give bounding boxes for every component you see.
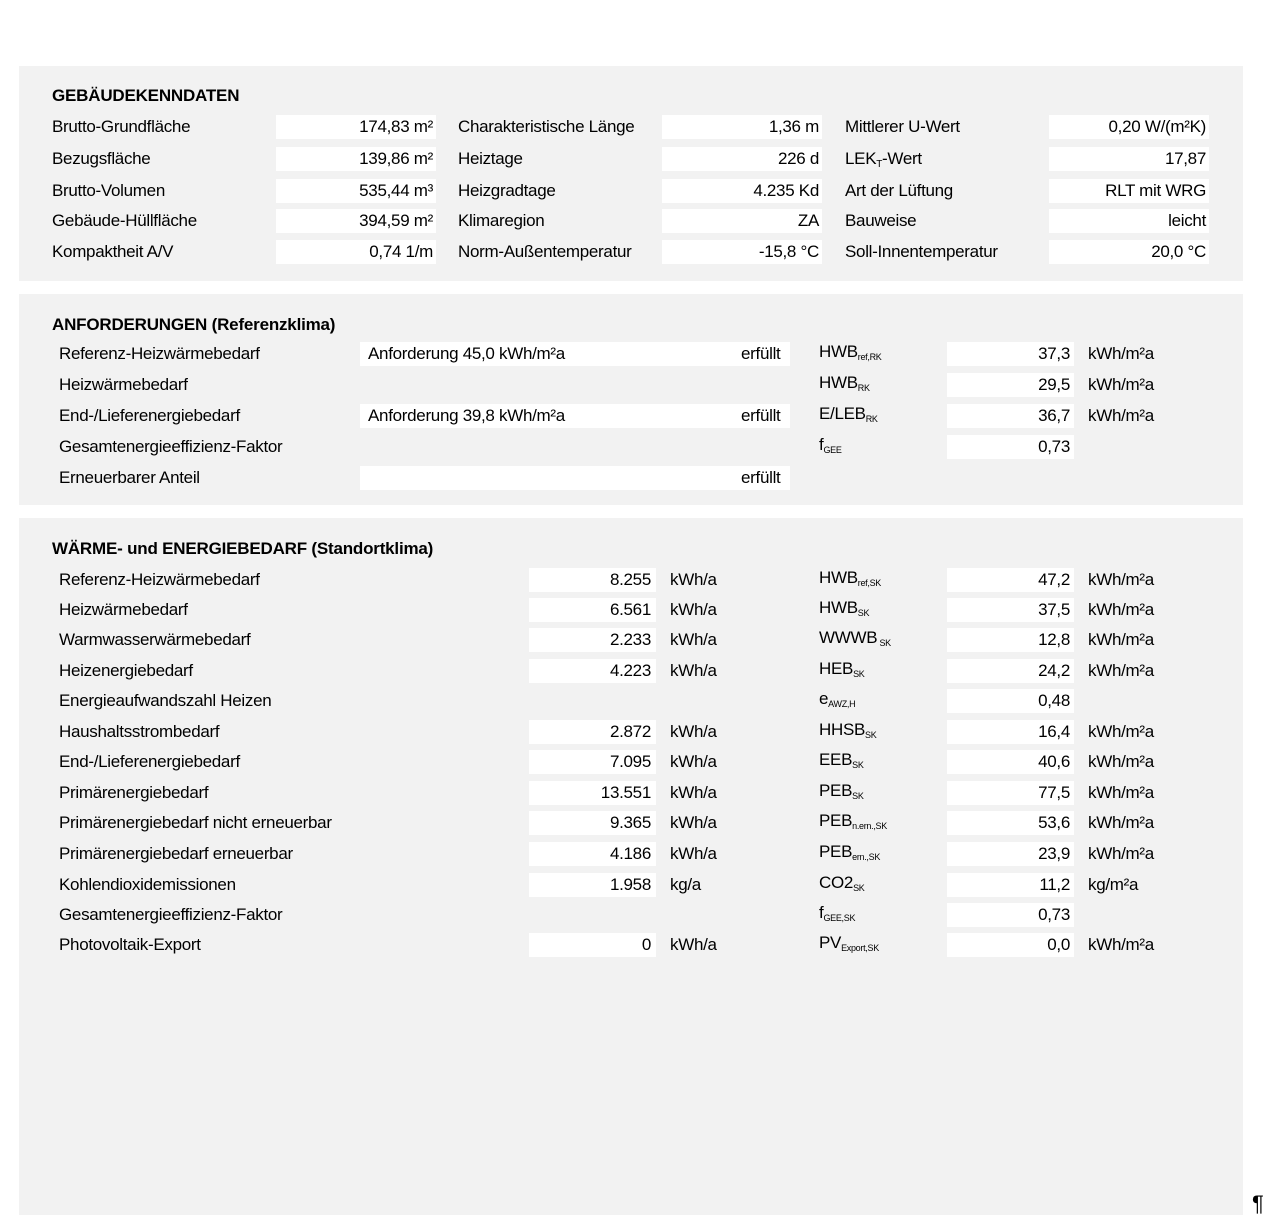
demand-spec-unit: kWh/m²a bbox=[1088, 935, 1154, 954]
demand-spec-value: 37,5 bbox=[1038, 600, 1070, 619]
demand-value: 13.551 bbox=[600, 783, 651, 802]
building-value: 394,59 m² bbox=[359, 211, 433, 230]
demand-symbol: HWBSK bbox=[819, 598, 870, 618]
requirement-status: erfüllt bbox=[741, 344, 781, 363]
demand-label: Primärenergiebedarf bbox=[59, 783, 209, 802]
demand-spec-value: 0,73 bbox=[1038, 905, 1070, 924]
demand-unit: kWh/a bbox=[670, 661, 717, 680]
demand-label: Referenz-Heizwärmebedarf bbox=[59, 570, 260, 589]
requirement-value: 37,3 bbox=[1038, 344, 1070, 363]
building-label: Heizgradtage bbox=[458, 181, 556, 200]
demand-spec-value: 0,48 bbox=[1038, 691, 1070, 710]
requirement-symbol: E/LEBRK bbox=[819, 404, 878, 424]
demand-unit: kWh/a bbox=[670, 570, 717, 589]
demand-symbol: fGEE,SK bbox=[819, 903, 856, 923]
demand-spec-unit: kWh/m²a bbox=[1088, 844, 1154, 863]
demand-symbol: PEBSK bbox=[819, 781, 864, 801]
demand-label: Primärenergiebedarf erneuerbar bbox=[59, 844, 293, 863]
demand-spec-unit: kWh/m²a bbox=[1088, 813, 1154, 832]
building-label: Brutto-Volumen bbox=[52, 181, 165, 200]
demand-value: 1.958 bbox=[609, 875, 651, 894]
building-label: Charakteristische Länge bbox=[458, 117, 635, 136]
demand-value: 0 bbox=[641, 935, 651, 954]
requirement-status: erfüllt bbox=[741, 406, 781, 425]
demand-unit: kWh/a bbox=[670, 722, 717, 741]
requirement-label: Heizwärmebedarf bbox=[59, 375, 188, 394]
demand-label: Haushaltsstrombedarf bbox=[59, 722, 220, 741]
building-label: Heiztage bbox=[458, 149, 523, 168]
building-label: Gebäude-Hüllfläche bbox=[52, 211, 197, 230]
building-label: Brutto-Grundfläche bbox=[52, 117, 191, 136]
building-value: 226 d bbox=[777, 149, 819, 168]
demand-symbol: WWWB SK bbox=[819, 628, 891, 648]
requirement-symbol: HWBRK bbox=[819, 373, 870, 393]
requirement-unit: kWh/m²a bbox=[1088, 406, 1154, 425]
demand-title: WÄRME- und ENERGIEBEDARF (Standortklima) bbox=[52, 539, 434, 558]
demand-value: 4.186 bbox=[609, 844, 651, 863]
requirement-label: End-/Lieferenergiebedarf bbox=[59, 406, 240, 425]
building-label: Mittlerer U-Wert bbox=[845, 117, 960, 136]
demand-spec-value: 12,8 bbox=[1038, 630, 1070, 649]
requirements-title: ANFORDERUNGEN (Referenzklima) bbox=[52, 315, 336, 334]
demand-value: 7.095 bbox=[609, 752, 651, 771]
requirement-label: Erneuerbarer Anteil bbox=[59, 468, 200, 487]
building-label: Kompaktheit A/V bbox=[52, 242, 174, 261]
demand-symbol: PEBern.,SK bbox=[819, 842, 881, 862]
demand-spec-value: 23,9 bbox=[1038, 844, 1070, 863]
demand-spec-unit: kg/m²a bbox=[1088, 875, 1139, 894]
building-value: RLT mit WRG bbox=[1105, 181, 1206, 200]
demand-unit: kWh/a bbox=[670, 630, 717, 649]
demand-spec-value: 47,2 bbox=[1038, 570, 1070, 589]
demand-symbol: eAWZ,H bbox=[819, 689, 856, 709]
demand-unit: kWh/a bbox=[670, 935, 717, 954]
building-value: ZA bbox=[797, 211, 819, 230]
demand-value: 2.872 bbox=[609, 722, 651, 741]
demand-spec-unit: kWh/m²a bbox=[1088, 600, 1154, 619]
requirement-label: Gesamtenergieeffizienz-Faktor bbox=[59, 437, 283, 456]
building-value: leicht bbox=[1168, 211, 1206, 230]
pilcrow-mark: ¶ bbox=[1252, 1191, 1264, 1216]
requirement-label: Referenz-Heizwärmebedarf bbox=[59, 344, 260, 363]
demand-symbol: PVExport,SK bbox=[819, 933, 879, 953]
building-value: 0,20 W/(m²K) bbox=[1108, 117, 1206, 136]
building-value: 20,0 °C bbox=[1151, 242, 1206, 261]
building-label: Art der Lüftung bbox=[845, 181, 953, 200]
demand-symbol: HHSBSK bbox=[819, 720, 877, 740]
building-value: 1,36 m bbox=[768, 117, 819, 136]
requirement-box bbox=[360, 466, 790, 490]
demand-spec-value: 24,2 bbox=[1038, 661, 1070, 680]
demand-unit: kWh/a bbox=[670, 783, 717, 802]
demand-spec-value: 0,0 bbox=[1047, 935, 1070, 954]
demand-spec-unit: kWh/m²a bbox=[1088, 722, 1154, 741]
building-label: Soll-Innentemperatur bbox=[845, 242, 998, 261]
building-value: 4.235 Kd bbox=[753, 181, 819, 200]
building-label: LEKT-Wert bbox=[845, 149, 922, 170]
demand-label: Photovoltaik-Export bbox=[59, 935, 201, 954]
demand-spec-value: 77,5 bbox=[1038, 783, 1070, 802]
demand-label: Heizwärmebedarf bbox=[59, 600, 188, 619]
requirement-unit: kWh/m²a bbox=[1088, 375, 1154, 394]
requirement-value: 36,7 bbox=[1038, 406, 1070, 425]
demand-symbol: HEBSK bbox=[819, 659, 865, 679]
building-value: 0,74 1/m bbox=[369, 242, 433, 261]
demand-panel bbox=[19, 518, 1243, 1215]
building-label: Norm-Außentemperatur bbox=[458, 242, 632, 261]
building-data-title: GEBÄUDEKENNDATEN bbox=[52, 86, 240, 105]
building-value: 535,44 m³ bbox=[359, 181, 433, 200]
demand-label: Heizenergiebedarf bbox=[59, 661, 193, 680]
demand-unit: kg/a bbox=[670, 875, 701, 894]
demand-spec-unit: kWh/m²a bbox=[1088, 783, 1154, 802]
demand-label: Energieaufwandszahl Heizen bbox=[59, 691, 272, 710]
demand-spec-unit: kWh/m²a bbox=[1088, 630, 1154, 649]
demand-label: End-/Lieferenergiebedarf bbox=[59, 752, 240, 771]
requirement-status: erfüllt bbox=[741, 468, 781, 487]
demand-value: 4.223 bbox=[609, 661, 651, 680]
demand-spec-value: 16,4 bbox=[1038, 722, 1070, 741]
demand-unit: kWh/a bbox=[670, 752, 717, 771]
requirement-symbol: HWBref,RK bbox=[819, 342, 882, 362]
demand-label: Warmwasserwärmebedarf bbox=[59, 630, 251, 649]
demand-symbol: EEBSK bbox=[819, 750, 864, 770]
building-value: 139,86 m² bbox=[359, 149, 433, 168]
demand-spec-value: 40,6 bbox=[1038, 752, 1070, 771]
building-label: Klimaregion bbox=[458, 211, 545, 230]
demand-symbol: CO2SK bbox=[819, 873, 865, 893]
building-label: Bauweise bbox=[845, 211, 917, 230]
demand-label: Gesamtenergieeffizienz-Faktor bbox=[59, 905, 283, 924]
demand-symbol: PEBn.ern.,SK bbox=[819, 811, 887, 831]
demand-value: 6.561 bbox=[609, 600, 651, 619]
demand-value: 8.255 bbox=[609, 570, 651, 589]
demand-spec-value: 53,6 bbox=[1038, 813, 1070, 832]
demand-spec-value: 11,2 bbox=[1039, 875, 1070, 894]
building-value: 174,83 m² bbox=[359, 117, 433, 136]
requirement-text: Anforderung 39,8 kWh/m²a bbox=[368, 406, 565, 425]
demand-label: Primärenergiebedarf nicht erneuerbar bbox=[59, 813, 332, 832]
demand-unit: kWh/a bbox=[670, 600, 717, 619]
requirement-unit: kWh/m²a bbox=[1088, 344, 1154, 363]
demand-symbol: HWBref,SK bbox=[819, 568, 881, 588]
building-label: Bezugsfläche bbox=[52, 149, 151, 168]
demand-spec-unit: kWh/m²a bbox=[1088, 752, 1154, 771]
demand-spec-unit: kWh/m²a bbox=[1088, 570, 1154, 589]
demand-value: 2.233 bbox=[609, 630, 651, 649]
requirement-value: 29,5 bbox=[1038, 375, 1070, 394]
demand-spec-unit: kWh/m²a bbox=[1088, 661, 1154, 680]
requirement-symbol: fGEE bbox=[819, 435, 842, 455]
building-value: 17,87 bbox=[1164, 149, 1206, 168]
building-value: -15,8 °C bbox=[758, 242, 819, 261]
requirement-value: 0,73 bbox=[1038, 437, 1070, 456]
demand-label: Kohlendioxidemissionen bbox=[59, 875, 236, 894]
demand-unit: kWh/a bbox=[670, 813, 717, 832]
demand-unit: kWh/a bbox=[670, 844, 717, 863]
demand-value: 9.365 bbox=[609, 813, 651, 832]
requirement-text: Anforderung 45,0 kWh/m²a bbox=[368, 344, 565, 363]
